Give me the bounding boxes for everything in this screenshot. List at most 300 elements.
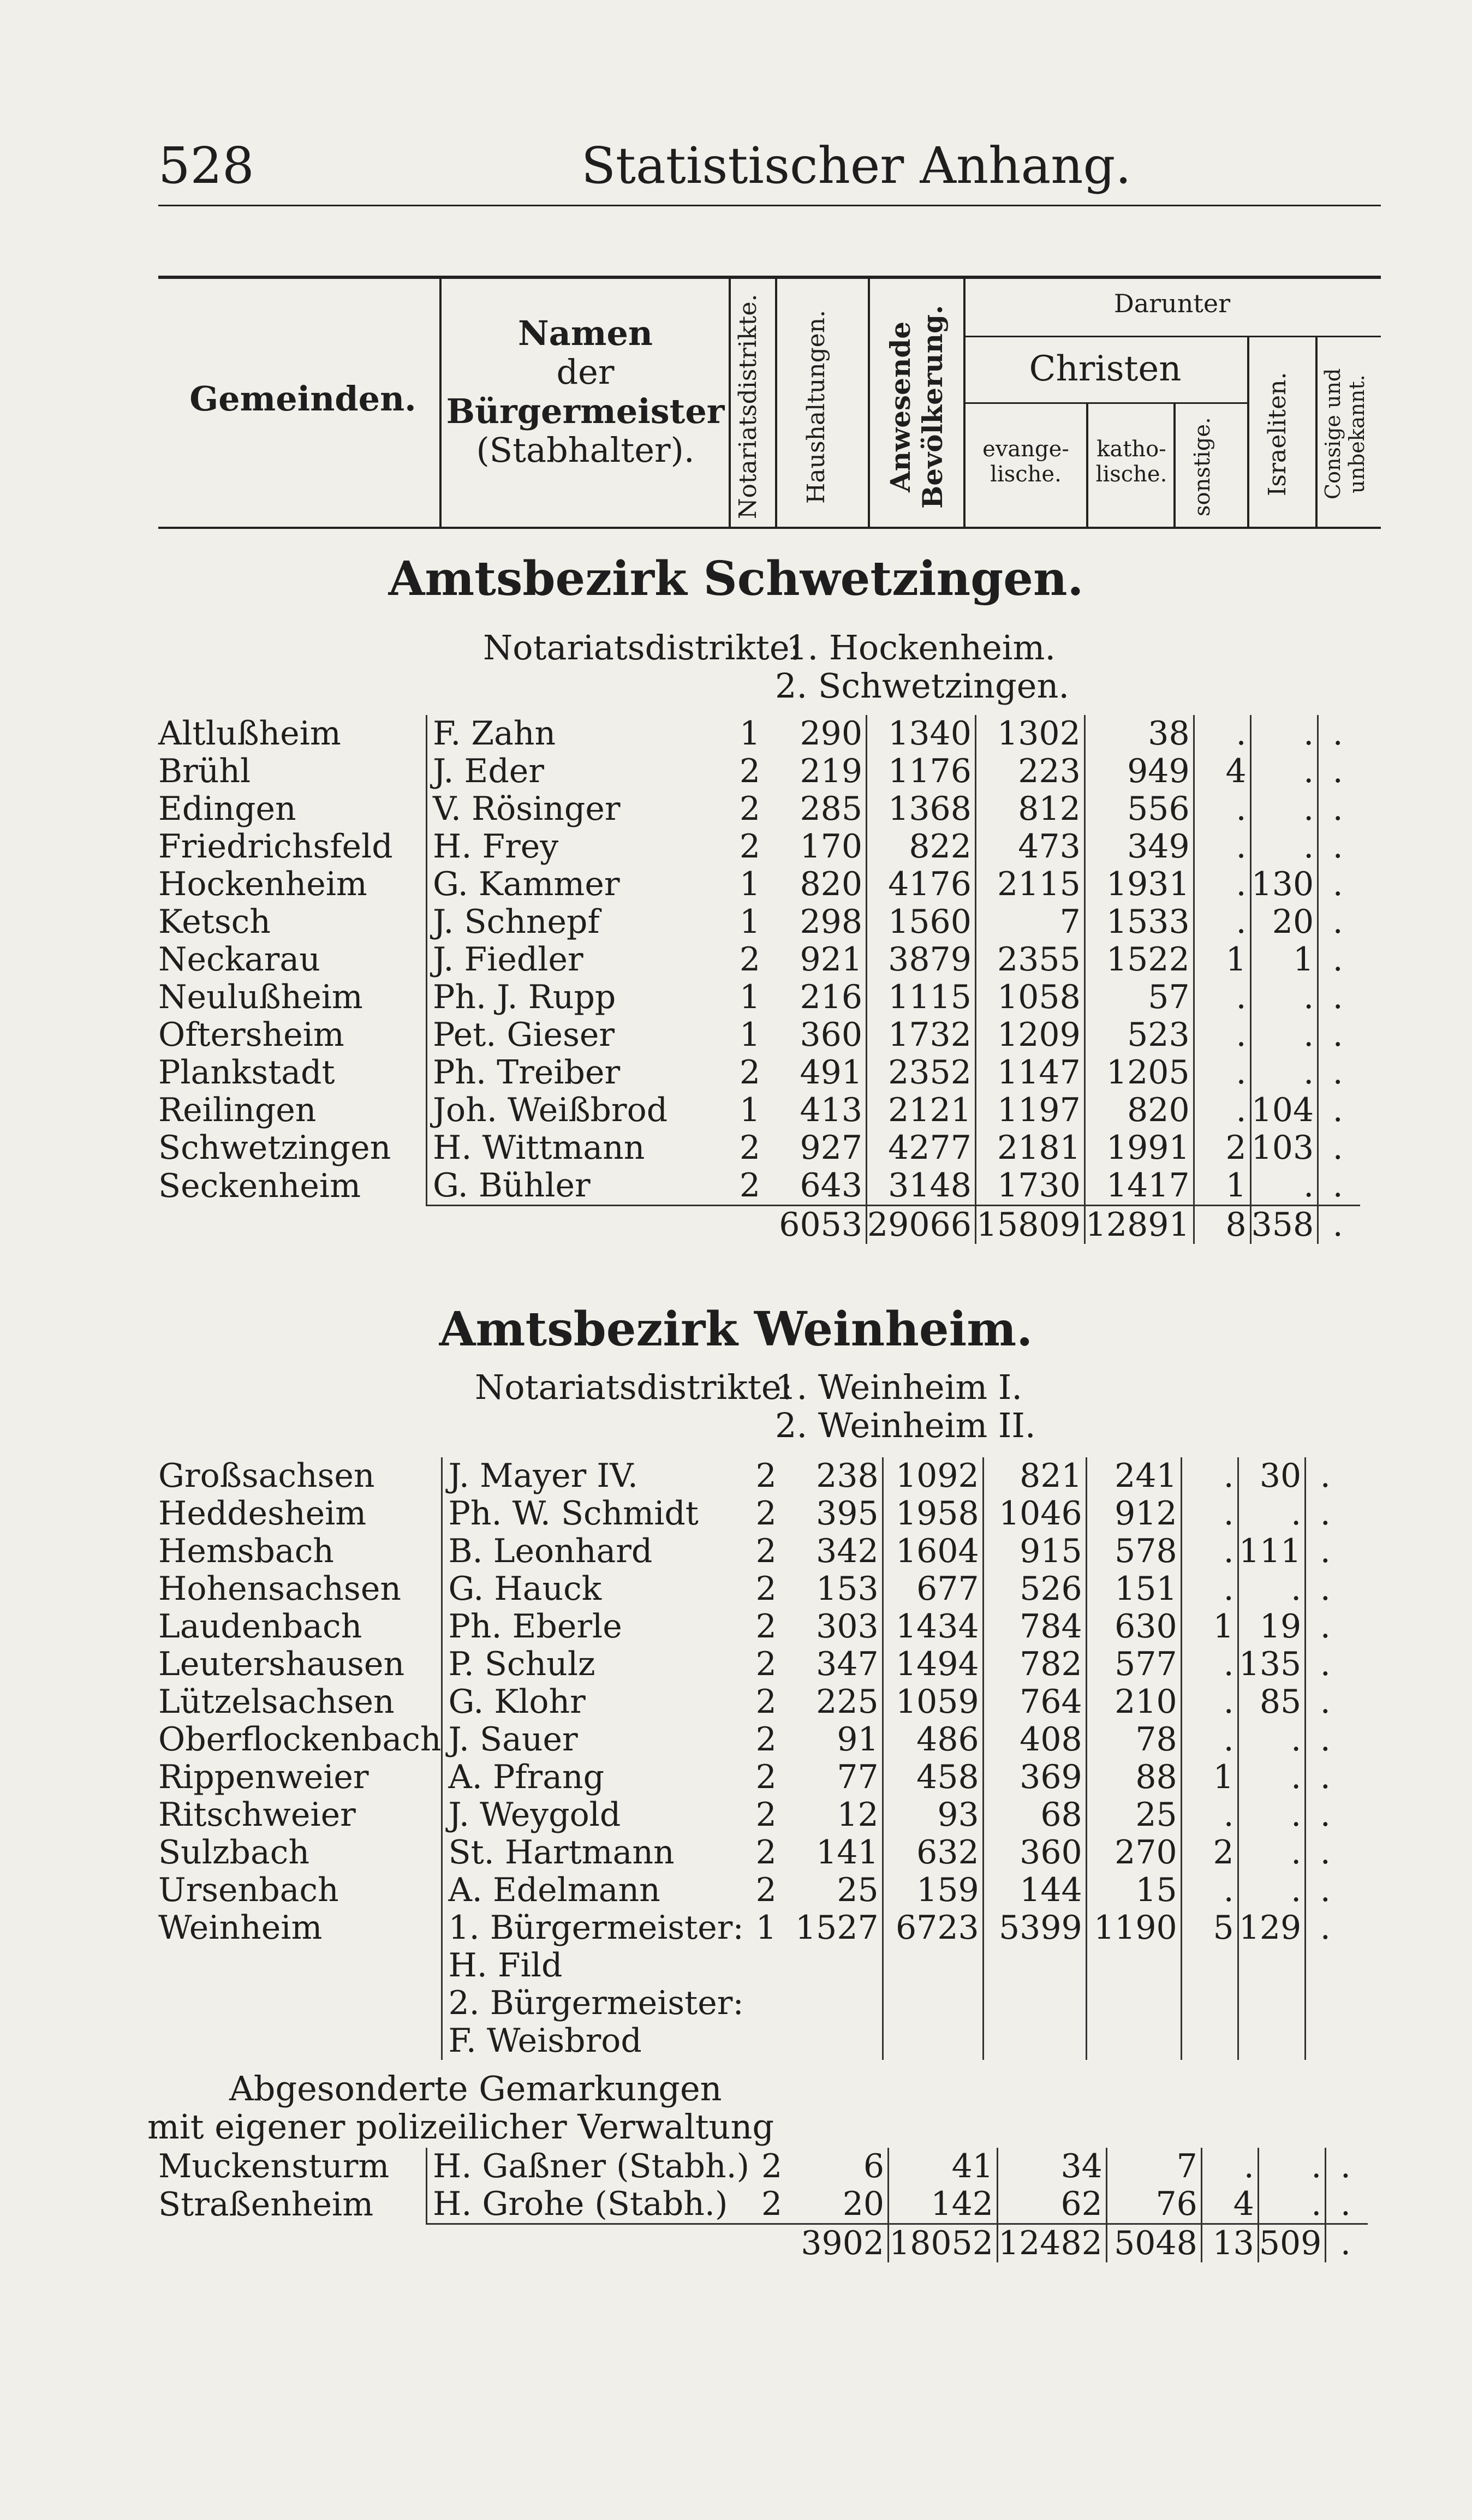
value-cell-un: . [1332,940,1343,979]
value-cell-un: . [1332,1053,1343,1092]
value-cell-bev: 2352 [867,1054,976,1092]
sub-heading: Abgesonderte Gemarkungen [229,2069,722,2108]
value-cell-so: . [1181,1457,1238,1495]
value-cell-ev: 1730 [975,1167,1084,1206]
value-cell-is: . [1238,1872,1306,1909]
value-cell-bev: 1732 [867,1016,976,1054]
value-cell-ev: 2181 [975,1129,1084,1167]
table-row [158,715,1360,753]
notariat-cell: 2 [761,2147,783,2185]
buergermeister-cell: Pet. Gieser [427,1016,728,1054]
value-cell-is: . [1238,1721,1306,1759]
value-cell-bev: 458 [883,1759,983,1796]
value-cell-h: 342 [789,1533,883,1570]
table-row [158,1129,1360,1167]
value-cell-ev [983,1985,1086,2022]
buergermeister-cell: Joh. Weißbrod [427,1092,728,1129]
table-row [158,1092,1360,1129]
value-cell-un: . [1320,1570,1331,1608]
value-cell-un: . [1332,714,1343,753]
value-cell-is: 135 [1238,1646,1306,1683]
value-cell-un: . [1320,1758,1331,1796]
notariat-cell: 1 [739,978,761,1016]
value-cell-is [1238,2022,1306,2060]
value-cell-ev: 360 [983,1834,1086,1872]
value-cell-h: 360 [772,1016,867,1054]
value-cell-ka: 820 [1084,1092,1194,1129]
value-cell-un: . [1332,827,1343,866]
notariat-cell: 2 [755,1871,777,1909]
value-cell-ka: 577 [1086,1646,1181,1683]
header-christen: Christen [1029,349,1182,389]
value-cell-so: . [1181,1533,1238,1570]
value-cell-ka [1086,1985,1181,2022]
value-cell-un: . [1332,1091,1343,1129]
notariat-cell: 2 [739,790,761,828]
value-cell-is: 1 [1250,941,1318,979]
value-cell-h: 285 [772,790,867,828]
table-row [158,941,1360,979]
header-darunter: Darunter [1113,289,1231,318]
gemeinde-cell: Rippenweier [158,1758,369,1796]
value-cell-is: 85 [1238,1683,1306,1721]
value-cell-h: 225 [789,1683,883,1721]
total-cell-bev: 29066 [867,1206,976,1244]
value-cell-h: 1527 [789,1909,883,1947]
value-cell-un: . [1332,1129,1343,1167]
table-row [158,1570,1348,1608]
value-cell-ka: 1991 [1084,1129,1194,1167]
value-cell-ev: 408 [983,1721,1086,1759]
value-cell-ka: 7 [1106,2148,1201,2185]
value-cell-bev: 4277 [867,1129,976,1167]
value-cell-ka: 270 [1086,1834,1181,1872]
notariat-item: 1. Hockenheim. [786,628,1056,668]
value-cell-so: . [1181,1570,1238,1608]
value-cell-so: . [1194,828,1250,866]
section-title-schwetzingen: Amtsbezirk Schwetzingen. [388,551,1084,606]
value-cell-ka: 1931 [1084,866,1194,903]
value-cell-ka: 57 [1084,979,1194,1016]
value-cell-ev: 821 [983,1457,1086,1495]
value-cell-is: 19 [1238,1608,1306,1646]
buergermeister-cell: H. Wittmann [427,1129,728,1167]
header-evangelische: evange-lische. [982,437,1069,487]
value-cell-ka: 15 [1086,1872,1181,1909]
notariat-cell: 2 [755,1645,777,1683]
value-cell-h: 347 [789,1646,883,1683]
value-cell-so: 1 [1181,1608,1238,1646]
buergermeister-cell: J. Eder [427,753,728,790]
value-cell-un: . [1332,752,1343,790]
notariat-cell [744,1985,789,2022]
table-row [158,1872,1348,1909]
value-cell-so: 2 [1194,1129,1250,1167]
total-row [158,1206,1360,1244]
value-cell-ev: 1302 [975,715,1084,753]
value-cell-so: 2 [1181,1834,1238,1872]
value-cell-bev: 1115 [867,979,976,1016]
value-cell-ka: 241 [1086,1457,1181,1495]
gemeinde-cell: Straßenheim [158,2185,374,2224]
value-cell-h: 303 [789,1608,883,1646]
notariat-cell: 1 [739,1016,761,1054]
value-cell-so: . [1181,1646,1238,1683]
value-cell-un: . [1332,903,1343,941]
value-cell-ka: 912 [1086,1495,1181,1533]
total-cell-un: . [1318,1206,1361,1244]
value-cell-h: 921 [772,941,867,979]
gemeinde-cell: Oftersheim [158,1016,344,1054]
header-gemeinden: Gemeinden. [189,379,416,419]
value-cell-bev: 2121 [867,1092,976,1129]
value-cell-bev: 1958 [883,1495,983,1533]
notariat-cell: 2 [739,940,761,979]
gemeinde-cell: Altlußheim [158,714,341,753]
value-cell-h: 6 [794,2148,889,2185]
table-row [158,2185,1368,2224]
value-cell-ev [983,2022,1086,2060]
value-cell-bev [883,1985,983,2022]
value-cell-un: . [1332,1166,1343,1205]
value-cell-bev: 4176 [867,866,976,903]
table-row [158,1683,1348,1721]
value-cell-ka: 151 [1086,1570,1181,1608]
buergermeister-cell: G. Bühler [427,1167,728,1206]
gemeinde-cell [158,2022,442,2060]
total-cell-is: 509 [1258,2224,1326,2263]
value-cell-un: . [1320,1683,1331,1721]
value-cell-so: . [1181,1721,1238,1759]
gemeinde-cell: Hohensachsen [158,1570,401,1608]
value-cell-so [1181,1947,1238,1985]
table-row [158,1947,1348,1985]
value-cell-so: 1 [1194,1167,1250,1206]
value-cell-un: . [1332,790,1343,828]
value-cell-un [1306,2022,1348,2060]
value-cell-ev: 2115 [975,866,1084,903]
buergermeister-cell: J. Sauer [442,1721,744,1759]
value-cell-h: 290 [772,715,867,753]
value-cell-h: 170 [772,828,867,866]
gemeinde-cell [158,1947,442,1985]
value-cell-is [1238,1985,1306,2022]
buergermeister-cell: P. Schulz [442,1646,744,1683]
table-row [158,1646,1348,1683]
notariat-cell: 2 [755,1457,777,1495]
value-cell-ev: 812 [975,790,1084,828]
value-cell-ev: 1147 [975,1054,1084,1092]
value-cell-h: 153 [789,1570,883,1608]
value-cell-ka: 556 [1084,790,1194,828]
notariat-cell: 2 [739,752,761,790]
buergermeister-cell: Ph. W. Schmidt [442,1495,744,1533]
table-row [158,1985,1348,2022]
value-cell-ka: 1522 [1084,941,1194,979]
buergermeister-cell: St. Hartmann [442,1834,744,1872]
total-cell-ev: 15809 [975,1206,1084,1244]
total-cell-so: 8 [1194,1206,1250,1244]
total-cell-h: 3902 [794,2224,889,2263]
total-row [158,2224,1368,2263]
gemeinde-cell: Weinheim [158,1909,323,1947]
value-cell-ka: 630 [1086,1608,1181,1646]
value-cell-ka: 949 [1084,753,1194,790]
total-cell-un: . [1326,2224,1368,2263]
value-cell-un: . [1340,2147,1351,2185]
buergermeister-cell: J. Mayer IV. [442,1457,744,1495]
header-israeliten: Israeliten. [1264,372,1291,496]
value-cell-ka: 25 [1086,1796,1181,1834]
page-title: Statistischer Anhang. [581,136,1131,195]
value-cell-bev: 677 [883,1570,983,1608]
value-cell-ev [983,1947,1086,1985]
value-cell-ev: 1058 [975,979,1084,1016]
buergermeister-cell: A. Pfrang [442,1759,744,1796]
value-cell-ev: 784 [983,1608,1086,1646]
table-row [158,1495,1348,1533]
table-row [158,866,1360,903]
notariat-label: Notariatsdistrikte: [483,628,801,668]
value-cell-ka [1086,2022,1181,2060]
value-cell-is: 103 [1250,1129,1318,1167]
table-row [158,1834,1348,1872]
gemeinde-cell: Oberflockenbach [158,1720,442,1759]
value-cell-so: 4 [1201,2185,1258,2224]
notariat-cell: 2 [739,1166,761,1205]
value-cell-un: . [1332,865,1343,903]
value-cell-so: 1 [1181,1759,1238,1796]
value-cell-is: . [1238,1570,1306,1608]
gemeinde-cell: Leutershausen [158,1645,405,1683]
value-cell-un: . [1320,1871,1331,1909]
total-cell-so: 13 [1201,2224,1258,2263]
table-row [158,1533,1348,1570]
value-cell-ka: 1205 [1084,1054,1194,1092]
table-row [158,1759,1348,1796]
value-cell-ka: 76 [1106,2185,1201,2224]
value-cell-bev: 1604 [883,1533,983,1570]
data-table-weinheim [158,1457,1348,2060]
value-cell-bev: 3148 [867,1167,976,1206]
notariat-cell: 2 [755,1570,777,1608]
notariat-cell: 1 [755,1909,777,1947]
gemeinde-cell: Lützelsachsen [158,1683,395,1721]
title-rule [158,205,1381,206]
value-cell-bev: 822 [867,828,976,866]
table-row [158,1457,1348,1495]
total-cell-ka: 12891 [1084,1206,1194,1244]
table-row [158,828,1360,866]
value-cell-un: . [1320,1532,1331,1570]
value-cell-bev: 93 [883,1796,983,1834]
notariat-cell: 2 [755,1833,777,1872]
value-cell-h: 927 [772,1129,867,1167]
total-cell-h: 6053 [772,1206,867,1244]
notariat-cell: 2 [739,827,761,866]
data-table-schwetzingen [158,715,1360,1244]
value-cell-ev: 473 [975,828,1084,866]
notariat-cell: 2 [739,1053,761,1092]
buergermeister-cell: H. Frey [427,828,728,866]
notariat-cell: 2 [755,1494,777,1533]
notariat-cell [744,1947,789,1985]
table-row [158,1016,1360,1054]
buergermeister-cell: J. Schnepf [427,903,728,941]
header-notariatsdistrikte: Notariatsdistrikte. [734,294,762,520]
buergermeister-cell: Ph. Treiber [427,1054,728,1092]
value-cell-ev: 68 [983,1796,1086,1834]
value-cell-so: 1 [1194,941,1250,979]
value-cell-un: . [1320,1457,1331,1495]
value-cell-h: 20 [794,2185,889,2224]
gemeinde-cell: Laudenbach [158,1607,362,1646]
gemeinde-cell: Friedrichsfeld [158,827,393,866]
value-cell-is: . [1250,828,1318,866]
value-cell-h [789,1947,883,1985]
value-cell-bev: 632 [883,1834,983,1872]
buergermeister-cell: H. Gaßner (Stabh.) [427,2148,750,2185]
value-cell-un: . [1320,1494,1331,1533]
value-cell-un: . [1320,1645,1331,1683]
table-row [158,1167,1360,1206]
table-row [158,903,1360,941]
notariat-cell: 1 [739,1091,761,1129]
value-cell-h: 238 [789,1457,883,1495]
value-cell-ev: 7 [975,903,1084,941]
table-row [158,2022,1348,2060]
table-row [158,1796,1348,1834]
value-cell-bev: 1494 [883,1646,983,1683]
value-cell-is: 104 [1250,1092,1318,1129]
value-cell-ev: 5399 [983,1909,1086,1947]
value-cell-is: . [1250,1016,1318,1054]
value-cell-ev: 764 [983,1683,1086,1721]
notariat-cell: 1 [739,714,761,753]
value-cell-h: 141 [789,1834,883,1872]
value-cell-is: 129 [1238,1909,1306,1947]
value-cell-ev: 1197 [975,1092,1084,1129]
value-cell-is: . [1258,2185,1326,2224]
value-cell-un: . [1320,1607,1331,1646]
value-cell-so: . [1201,2148,1258,2185]
header-namen: Namen der Bürgermeister (Stabhalter). [446,313,725,470]
gemeinde-cell: Heddesheim [158,1494,367,1533]
buergermeister-cell: 1. Bürgermeister: [442,1909,744,1947]
value-cell-so: 4 [1194,753,1250,790]
table-row [158,1054,1360,1092]
total-cell-ka: 5048 [1106,2224,1201,2263]
value-cell-bev: 1059 [883,1683,983,1721]
value-cell-is: . [1258,2148,1326,2185]
value-cell-bev: 486 [883,1721,983,1759]
value-cell-so: . [1194,866,1250,903]
value-cell-is: . [1250,1054,1318,1092]
value-cell-ev: 2355 [975,941,1084,979]
value-cell-ka: 1417 [1084,1167,1194,1206]
gemeinde-cell: Muckensturm [158,2147,390,2185]
notariat-cell: 2 [755,1683,777,1721]
notariat-cell: 2 [755,1720,777,1759]
buergermeister-cell: J. Fiedler [427,941,728,979]
value-cell-h: 820 [772,866,867,903]
buergermeister-cell: G. Kammer [427,866,728,903]
value-cell-bev: 3879 [867,941,976,979]
buergermeister-cell: H. Fild [442,1947,744,1985]
value-cell-so: . [1181,1872,1238,1909]
header-sonstige: sonstige. [1190,417,1215,516]
notariat-cell [744,2022,789,2060]
gemeinde-cell: Ritschweier [158,1796,356,1834]
table-row [158,1721,1348,1759]
buergermeister-cell: A. Edelmann [442,1872,744,1909]
value-cell-ka: 349 [1084,828,1194,866]
value-cell-ka: 78 [1086,1721,1181,1759]
gemeinde-cell: Edingen [158,790,296,828]
table-header [158,276,1381,532]
value-cell-ka: 210 [1086,1683,1181,1721]
value-cell-bev [883,2022,983,2060]
buergermeister-cell: 2. Bürgermeister: [442,1985,744,2022]
value-cell-un: . [1320,1833,1331,1872]
value-cell-is: . [1238,1796,1306,1834]
gemeinde-cell: Ketsch [158,903,271,941]
value-cell-h: 413 [772,1092,867,1129]
value-cell-is: . [1250,715,1318,753]
value-cell-is: . [1238,1495,1306,1533]
value-cell-ev: 1209 [975,1016,1084,1054]
value-cell-ka [1086,1947,1181,1985]
buergermeister-cell: V. Rösinger [427,790,728,828]
buergermeister-cell: Ph. Eberle [442,1608,744,1646]
gemeinde-cell: Sulzbach [158,1833,309,1872]
value-cell-un: . [1340,2185,1351,2223]
value-cell-h: 491 [772,1054,867,1092]
notariat-item: 1. Weinheim I. [775,1367,1023,1407]
header-consige: Consige und unbekannt. [1321,368,1369,500]
value-cell-ev: 1046 [983,1495,1086,1533]
value-cell-h [789,1985,883,2022]
buergermeister-cell: J. Weygold [442,1796,744,1834]
value-cell-un: . [1320,1909,1331,1947]
value-cell-h: 395 [789,1495,883,1533]
value-cell-ev: 62 [997,2185,1106,2224]
value-cell-so: 5 [1181,1909,1238,1947]
notariat-cell: 2 [755,1532,777,1570]
value-cell-ka: 1190 [1086,1909,1181,1947]
value-cell-so: . [1181,1683,1238,1721]
value-cell-bev: 159 [883,1872,983,1909]
value-cell-so: . [1194,1092,1250,1129]
gemeinde-cell: Reilingen [158,1091,317,1129]
value-cell-h: 216 [772,979,867,1016]
value-cell-so: . [1194,790,1250,828]
value-cell-bev: 1176 [867,753,976,790]
value-cell-ev: 526 [983,1570,1086,1608]
table-row [158,979,1360,1016]
sub-heading: mit eigener polizeilicher Verwaltung [147,2107,774,2147]
value-cell-ka: 523 [1084,1016,1194,1054]
total-cell-bev: 18052 [889,2224,998,2263]
value-cell-so: . [1181,1495,1238,1533]
gemeinde-cell: Hemsbach [158,1532,334,1570]
gemeinde-cell: Plankstadt [158,1053,335,1092]
total-cell-is: 358 [1250,1206,1318,1244]
gemeinde-cell: Großsachsen [158,1457,375,1495]
value-cell-is: . [1250,1167,1318,1206]
value-cell-bev: 142 [889,2185,998,2224]
value-cell-bev [883,1947,983,1985]
